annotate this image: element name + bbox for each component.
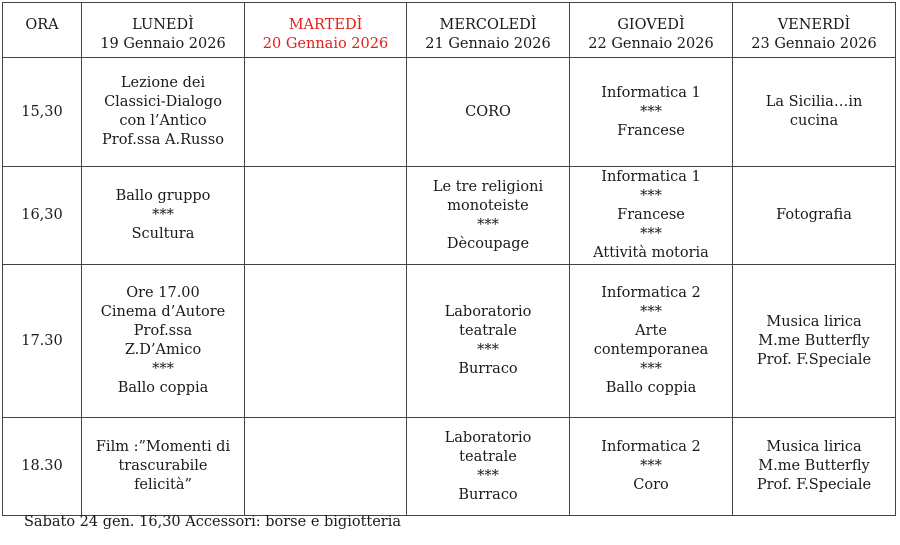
activity-cell — [245, 58, 407, 167]
activity-line: monoteiste — [447, 197, 529, 214]
activity-cell — [733, 58, 896, 167]
activity-line: felicità” — [134, 477, 192, 493]
activity-cell — [570, 58, 733, 167]
activity-line: Laboratorio — [444, 304, 532, 320]
activity-cell — [407, 418, 570, 516]
activity-cell — [407, 265, 570, 418]
activity-line: Prof.ssa — [133, 323, 193, 339]
day-header-thursday — [570, 3, 733, 58]
activity-line: Z.D’Amico — [124, 342, 202, 358]
activity-line: Ballo gruppo — [115, 188, 211, 204]
activity-line: *** — [640, 361, 662, 377]
time-cell: 16,30 — [3, 167, 82, 265]
activity-line: *** — [477, 467, 499, 484]
day-date: 23 Gennaio 2026 — [751, 36, 877, 52]
activity-line: Ore 17.00 — [126, 285, 200, 301]
activity-line: Burraco — [458, 486, 518, 503]
activity-line: *** — [640, 458, 662, 474]
activity-line: Scultura — [131, 226, 195, 242]
activity-line: Lezione dei — [120, 75, 206, 91]
activity-line: *** — [640, 188, 662, 204]
activity-line: Ballo coppia — [605, 380, 697, 396]
ora-header: ORA — [3, 3, 82, 58]
activity-line: Classici-Dialogo — [104, 94, 222, 110]
activity-line: trascurabile — [118, 458, 208, 474]
activity-line: Prof. F.Speciale — [756, 477, 872, 493]
activity-cell — [733, 418, 896, 516]
activity-line: Informatica 2 — [601, 285, 701, 301]
activity-line: cucina — [789, 113, 839, 129]
activity-line: Dècoupage — [446, 235, 530, 252]
activity-line: Prof. F.Speciale — [756, 351, 872, 368]
day-header-tuesday — [245, 3, 407, 58]
activity-line: Francese — [617, 122, 685, 139]
footer-note: Sabato 24 gen. 16,30 Accessori: borse e bigiotteria — [24, 514, 402, 530]
activity-line: *** — [152, 361, 174, 377]
activity-cell — [245, 167, 407, 265]
activity-line: *** — [152, 207, 174, 223]
activity-line: Prof.ssa A.Russo — [102, 132, 224, 148]
activity-line: M.me Butterfly — [758, 458, 870, 474]
day-date: 19 Gennaio 2026 — [100, 36, 226, 52]
day-name: GIOVEDÌ — [617, 17, 685, 33]
activity-line: Burraco — [458, 361, 518, 377]
activity-line: Informatica 2 — [601, 439, 701, 455]
activity-line: Informatica 1 — [601, 84, 701, 101]
activity-line: teatrale — [459, 448, 517, 465]
activity-cell — [570, 265, 733, 418]
time-cell: 18.30 — [3, 418, 82, 516]
header-row — [3, 3, 896, 58]
activity-line: M.me Butterfly — [758, 332, 870, 349]
activity-line: Coro — [633, 477, 669, 493]
day-date: 20 Gennaio 2026 — [262, 36, 389, 52]
activity-line: Francese — [617, 207, 685, 223]
schedule-row — [3, 265, 896, 418]
schedule-row — [3, 167, 896, 265]
activity-line: Le tre religioni — [432, 178, 544, 195]
day-name: MARTEDÌ — [288, 17, 363, 33]
activity-line: *** — [477, 342, 499, 358]
activity-line: *** — [477, 216, 499, 233]
day-date: 22 Gennaio 2026 — [588, 36, 714, 52]
day-name: MERCOLEDÌ — [439, 17, 537, 33]
day-header-monday — [82, 3, 245, 58]
activity-line: CORO — [465, 103, 511, 120]
activity-line: contemporanea — [593, 342, 709, 358]
activity-cell — [82, 265, 245, 418]
activity-line: *** — [640, 304, 662, 320]
schedule-row — [3, 418, 896, 516]
activity-line: Arte — [635, 323, 667, 339]
activity-line: Cinema d’Autore — [100, 304, 226, 320]
day-name: VENERDÌ — [777, 17, 851, 33]
activity-line: Ballo coppia — [117, 380, 209, 396]
schedule-row — [3, 58, 896, 167]
activity-cell — [82, 58, 245, 167]
activity-cell — [82, 167, 245, 265]
activity-line: La Sicilia…in — [765, 94, 863, 110]
activity-line: Laboratorio — [444, 429, 532, 446]
activity-line: Musica lirica — [766, 439, 862, 455]
activity-line: Informatica 1 — [601, 169, 701, 185]
activity-line: Film :”Momenti di — [95, 439, 231, 455]
activity-line: teatrale — [459, 323, 517, 339]
activity-cell — [570, 418, 733, 516]
time-cell: 17.30 — [3, 265, 82, 418]
day-header-wednesday — [407, 3, 570, 58]
activity-cell — [733, 167, 896, 265]
activity-cell — [407, 58, 570, 167]
activity-line: con l’Antico — [119, 113, 207, 129]
schedule-table — [2, 2, 896, 516]
day-name: LUNEDÌ — [132, 17, 194, 33]
activity-cell — [245, 265, 407, 418]
activity-cell — [245, 418, 407, 516]
activity-cell — [82, 418, 245, 516]
activity-line: *** — [640, 103, 662, 120]
day-header-friday — [733, 3, 896, 58]
activity-line: Musica lirica — [766, 313, 862, 330]
activity-cell — [570, 167, 733, 265]
time-cell: 15,30 — [3, 58, 82, 167]
activity-cell — [407, 167, 570, 265]
activity-line: Attività motoria — [593, 245, 709, 261]
activity-line: Fotografia — [776, 207, 852, 223]
activity-line: *** — [640, 226, 662, 242]
day-date: 21 Gennaio 2026 — [425, 36, 551, 52]
activity-cell — [733, 265, 896, 418]
